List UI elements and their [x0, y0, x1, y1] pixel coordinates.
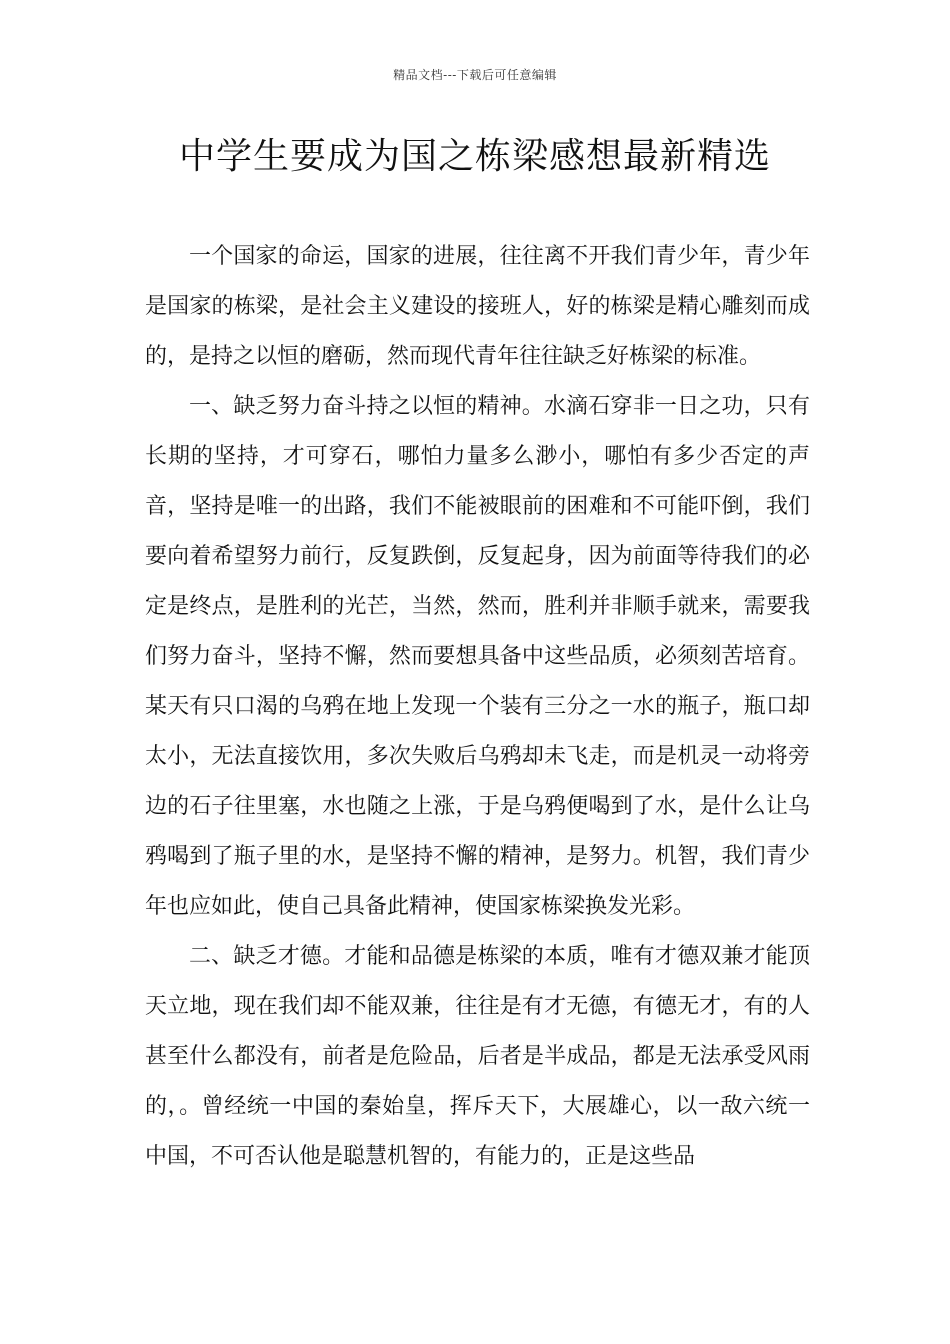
- paragraph-intro: 一个国家的命运，国家的进展，往往离不开我们青少年，青少年是国家的栋梁，是社会主义建设的接班人，好的栋梁是精心雕刻而成的，是持之以恒的磨砺，然而现代青年往往缺乏好栋梁的标准。: [145, 244, 810, 369]
- document-body: [145, 232, 810, 1182]
- paragraph-point-two: 二、缺乏才德。才能和品德是栋梁的本质，唯有才德双兼才能顶天立地，现在我们却不能双兼，往往是有才无德，有德无才，有的人甚至什么都没有，前者是危险品，后者是半成品，都是无法承受风雨的，。曾经统一中国的秦始皇，挥斥天下，大展雄心，以一敌六统一中国，不可否认他是聪慧机智的，有能力的，正是这些品: [145, 944, 810, 1169]
- paragraph-point-one: 一、缺乏努力奋斗持之以恒的精神。水滴石穿非一日之功，只有长期的坚持，才可穿石，哪怕力量多么渺小，哪怕有多少否定的声音，坚持是唯一的出路，我们不能被眼前的困难和不可能吓倒，我们要向着希望努力前行，反复跌倒，反复起身，因为前面等待我们的必定是终点，是胜利的光芒，当然，然而，胜利并非顺手就来，需要我们努力奋斗，坚持不懈，然而要想具备中这些品质，必须刻苦培育。某天有只口渴的乌鸦在地上发现一个装有三分之一水的瓶子，瓶口却太小，无法直接饮用，多次失败后乌鸦却未飞走，而是机灵一动将旁边的石子往里塞，水也随之上涨，于是乌鸦便喝到了水，是什么让乌鸦喝到了瓶子里的水，是坚持不懈的精神，是努力。机智，我们青少年也应如此，使自己具备此精神，使国家栋梁换发光彩。: [145, 394, 810, 919]
- document-title: 中学生要成为国之栋梁感想最新精选: [178, 136, 771, 177]
- header-note: 精品文档---下载后可任意编辑: [393, 68, 557, 82]
